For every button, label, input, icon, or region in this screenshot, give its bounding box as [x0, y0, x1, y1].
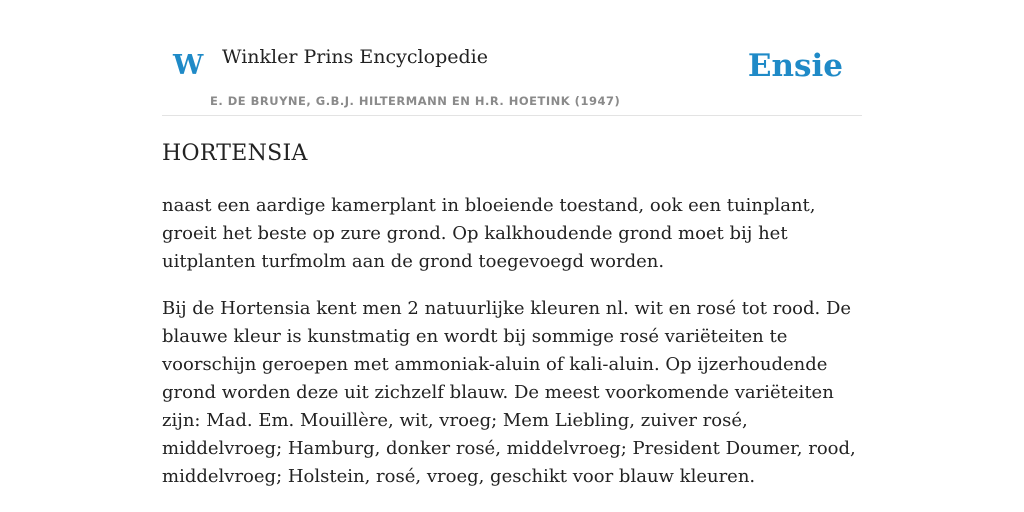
article-paragraph-2: Bij de Hortensia kent men 2 natuurlijke kleuren nl. wit en rosé tot rood. De blauwe kleur is kunstmatig en wordt bij sommige rosé variëteiten te voorschijn geroepen met ammoniak-aluin of kali-aluin. Op ijzerhoudende grond worden deze uit zichzelf blauw. De meest voorkomende variëteiten zijn: Mad. Em. Mouillère, wit, vroeg; Mem Liebling, zuiver rosé, middelvroeg; Hamburg, donker rosé, middelvroeg; President Doumer, rood, middelvroeg; Holstein, rosé, vroeg, geschikt voor blauw kleuren.	[162, 298, 856, 487]
encyclopedia-logo[interactable]: W	[173, 50, 204, 81]
page	[162, 0, 862, 487]
entry-title: HORTENSIA	[162, 141, 308, 166]
article-paragraph-1: naast een aardige kamerplant in bloeiende toestand, ook een tuinplant, groeit het beste op zure grond. Op kalkhoudende grond moet bij het uitplanten turfmolm aan de grond toegevoegd worden.	[162, 195, 816, 272]
site-title-link[interactable]: Winkler Prins Encyclopedie	[222, 46, 488, 68]
ensie-brand-logo[interactable]: Ensie	[747, 48, 843, 84]
header	[162, 0, 862, 116]
author-byline: E. DE BRUYNE, G.B.J. HILTERMANN EN H.R. HOETINK (1947)	[210, 94, 621, 108]
